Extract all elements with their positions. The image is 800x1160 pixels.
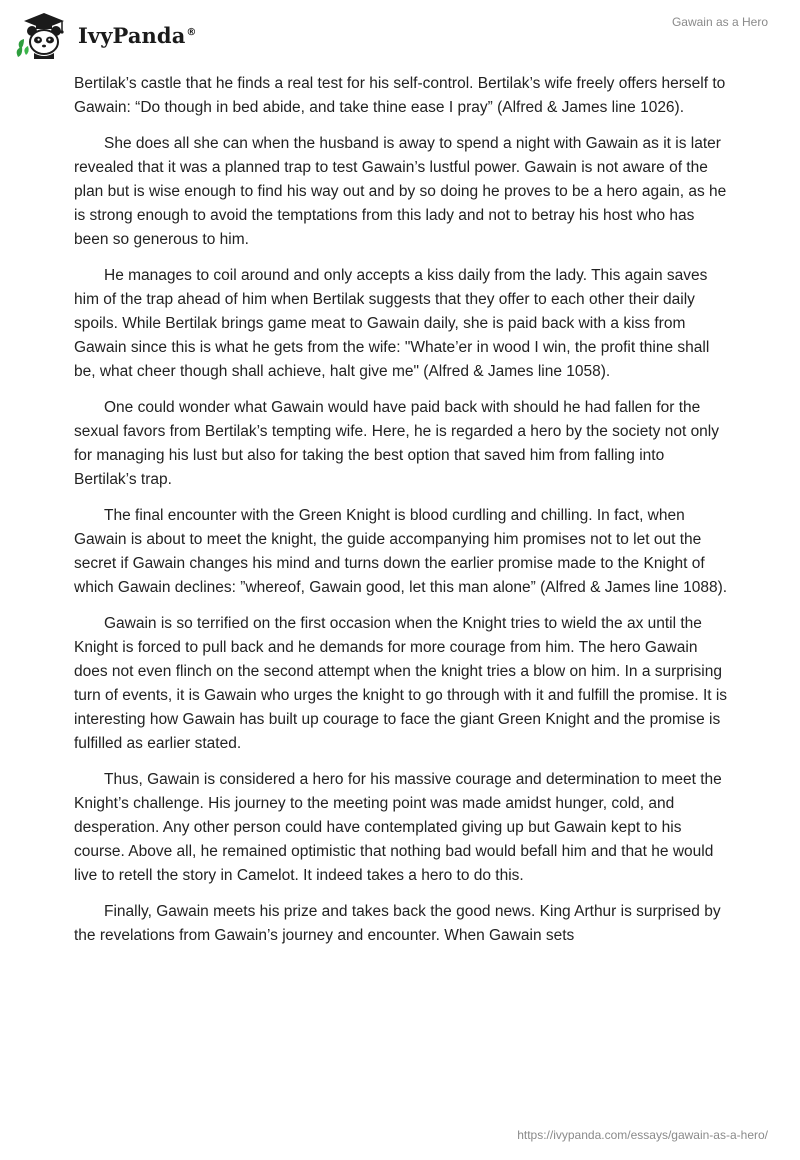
essay-paragraph-4: One could wonder what Gawain would have paid back with should he had fallen for the sexual favors from Bertilak’s tempting wife. Here, he is regarded a hero by the society not only for managing his lust but also for taking the best option that saved him from falling into Bertilak’s trap. [74, 399, 719, 488]
essay-paragraph-7: Thus, Gawain is considered a hero for his massive courage and determination to meet the Knight’s challenge. His journey to the meeting point was made amidst hunger, cold, and desperation. Any other person could have contemplated giving up but Gawain kept to his course. Above all, he remained optimistic that nothing bad would befall him and that he would live to retell the story in Camelot. It indeed takes a hero to do this. [74, 771, 722, 884]
panda-graduate-icon [14, 9, 74, 61]
essay-paragraph-3: He manages to coil around and only accepts a kiss daily from the lady. This again saves him of the trap ahead of him when Bertilak suggests that they offer to each other their daily spoils. While Bertilak brings game meat to Gawain daily, she is paid back with a kiss from Gawain since this is what he gets from the wife: "Whate’er in wood I win, the profit thine shall be, what cheer though shall achieve, halt give me" (Alfred & James line 1058). [74, 267, 710, 380]
registered-mark: ® [186, 26, 197, 38]
ivypanda-logo[interactable] [14, 9, 197, 61]
page-header [0, 0, 800, 70]
essay-body [74, 72, 728, 960]
essay-paragraph-5: The final encounter with the Green Knight is blood curdling and chilling. In fact, when Gawain is about to meet the knight, the guide accompanying him promises not to let out the secret if Gawain changes his mind and turns down the earlier promise made to the Knight of which Gawain declines: ”whereof, Gawain good, let this man alone” (Alfred & James line 1088). [74, 507, 728, 596]
document-title: Gawain as a Hero [671, 15, 768, 29]
essay-paragraph-2: She does all she can when the husband is away to spend a night with Gawain as it is later revealed that it was a planned trap to test Gawain’s lustful power. Gawain is not aware of the plan but is wise enough to find his way out and by so doing he proves to be a hero again, as he is strong enough to avoid the temptations from this lady and not to betray his host who has been so generous to him. [74, 135, 727, 248]
essay-paragraph-6: Gawain is so terrified on the first occasion when the Knight tries to wield the ax until the Knight is forced to pull back and he demands for more courage from him. The hero Gawain does not even flinch on the second attempt when the knight tries a blow on him. In a surprising turn of events, it is Gawain who urges the knight to go through with it and fulfill the promise. It is interesting how Gawain has built up courage to face the giant Green Knight and the promise is fulfilled as earlier stated. [74, 615, 728, 752]
essay-paragraph-1: Bertilak’s castle that he finds a real test for his self-control. Bertilak’s wife freely offers herself to Gawain: “Do though in bed abide, and take thine ease I pray” (Alfred & James line 1026). [74, 75, 726, 116]
essay-paragraph-8: Finally, Gawain meets his prize and takes back the good news. King Arthur is surprised by the revelations from Gawain’s journey and encounter. When Gawain sets [74, 903, 721, 944]
source-url-link[interactable]: https://ivypanda.com/essays/gawain-as-a-hero/ [517, 1128, 768, 1142]
brand-name: IvyPanda® [78, 22, 197, 48]
